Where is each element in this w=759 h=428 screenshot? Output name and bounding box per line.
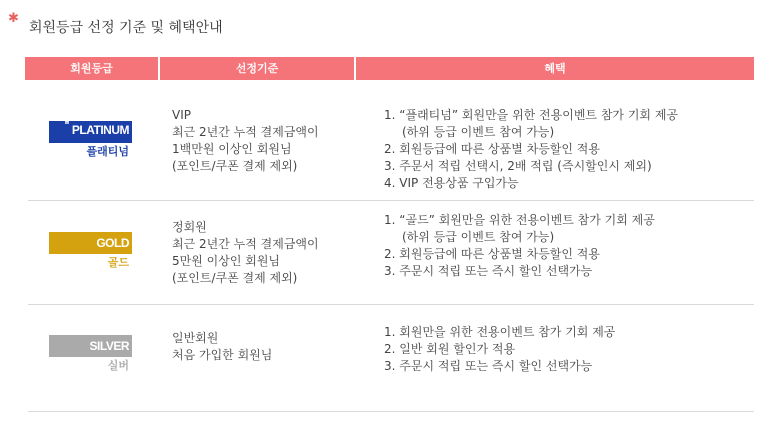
benefit-line: 1. “골드” 회원만을 위한 전용이벤트 참가 기회 제공 xyxy=(384,213,655,227)
benefit-line: (하위 등급 이벤트 참여 가능) xyxy=(402,125,555,139)
badge-label-en: GOLD xyxy=(96,236,129,250)
criteria-line: 5만원 이상인 회원님 xyxy=(172,254,281,268)
benefit-line: 2. 일반 회원 할인가 적용 xyxy=(384,342,516,356)
benefit-line: 4. VIP 전용상품 구입가능 xyxy=(384,176,519,190)
benefit-line: (하위 등급 이벤트 참여 가능) xyxy=(402,230,555,244)
criteria-line: VIP xyxy=(172,108,191,122)
header-benefits: 혜택 xyxy=(356,57,754,80)
star-icon: ✱ xyxy=(8,11,19,26)
crown-icon: ♛ xyxy=(63,117,72,127)
criteria-line: 1백만원 이상인 회원님 xyxy=(172,142,292,156)
badge-label-ko: 골드 xyxy=(107,256,129,269)
header-criteria: 선정기준 xyxy=(160,57,354,80)
benefits-cell xyxy=(384,107,678,192)
criteria-line: 정회원 xyxy=(172,220,207,234)
benefits-cell xyxy=(384,212,655,280)
criteria-line: 최근 2년간 누적 결제금액이 xyxy=(172,125,319,139)
benefit-line: 3. 주문시 적립 또는 즉시 할인 선택가능 xyxy=(384,264,593,278)
badge-label-ko: 실버 xyxy=(107,359,129,372)
criteria-line: (포인트/쿠폰 결제 제외) xyxy=(172,159,298,173)
row-divider xyxy=(28,304,754,305)
benefits-cell xyxy=(384,324,615,375)
gold-badge xyxy=(49,232,132,269)
benefit-line: 2. 회원등급에 따른 상품별 차등할인 적용 xyxy=(384,142,600,156)
criteria-line: (포인트/쿠폰 결제 제외) xyxy=(172,271,298,285)
benefit-line: 1. “플래티넘” 회원만을 위한 전용이벤트 참가 기회 제공 xyxy=(384,108,679,122)
criteria-line: 처음 가입한 회원님 xyxy=(172,348,273,362)
criteria-line: 최근 2년간 누적 결제금액이 xyxy=(172,237,319,251)
platinum-badge xyxy=(49,117,132,158)
page-title: 회원등급 선정 기준 및 혜택안내 xyxy=(29,20,223,36)
benefit-line: 2. 회원등급에 따른 상품별 차등할인 적용 xyxy=(384,247,600,261)
benefit-line: 3. 주문시 적립 또는 즉시 할인 선택가능 xyxy=(384,359,593,373)
row-divider xyxy=(28,411,754,412)
benefit-line: 3. 주문서 적립 선택시, 2배 적립 (즉시할인시 제외) xyxy=(384,159,652,173)
benefit-line: 1. 회원만을 위한 전용이벤트 참가 기회 제공 xyxy=(384,325,616,339)
criteria-cell xyxy=(172,219,319,287)
silver-badge xyxy=(49,335,132,372)
criteria-cell xyxy=(172,330,272,364)
row-divider xyxy=(28,200,754,201)
header-grade: 회원등급 xyxy=(25,57,158,80)
badge-label-en: SILVER xyxy=(89,339,129,353)
criteria-cell xyxy=(172,107,319,175)
badge-label-ko: 플래티넘 xyxy=(86,145,129,158)
criteria-line: 일반회원 xyxy=(172,331,219,345)
badge-label-en: PLATINUM xyxy=(71,123,129,137)
